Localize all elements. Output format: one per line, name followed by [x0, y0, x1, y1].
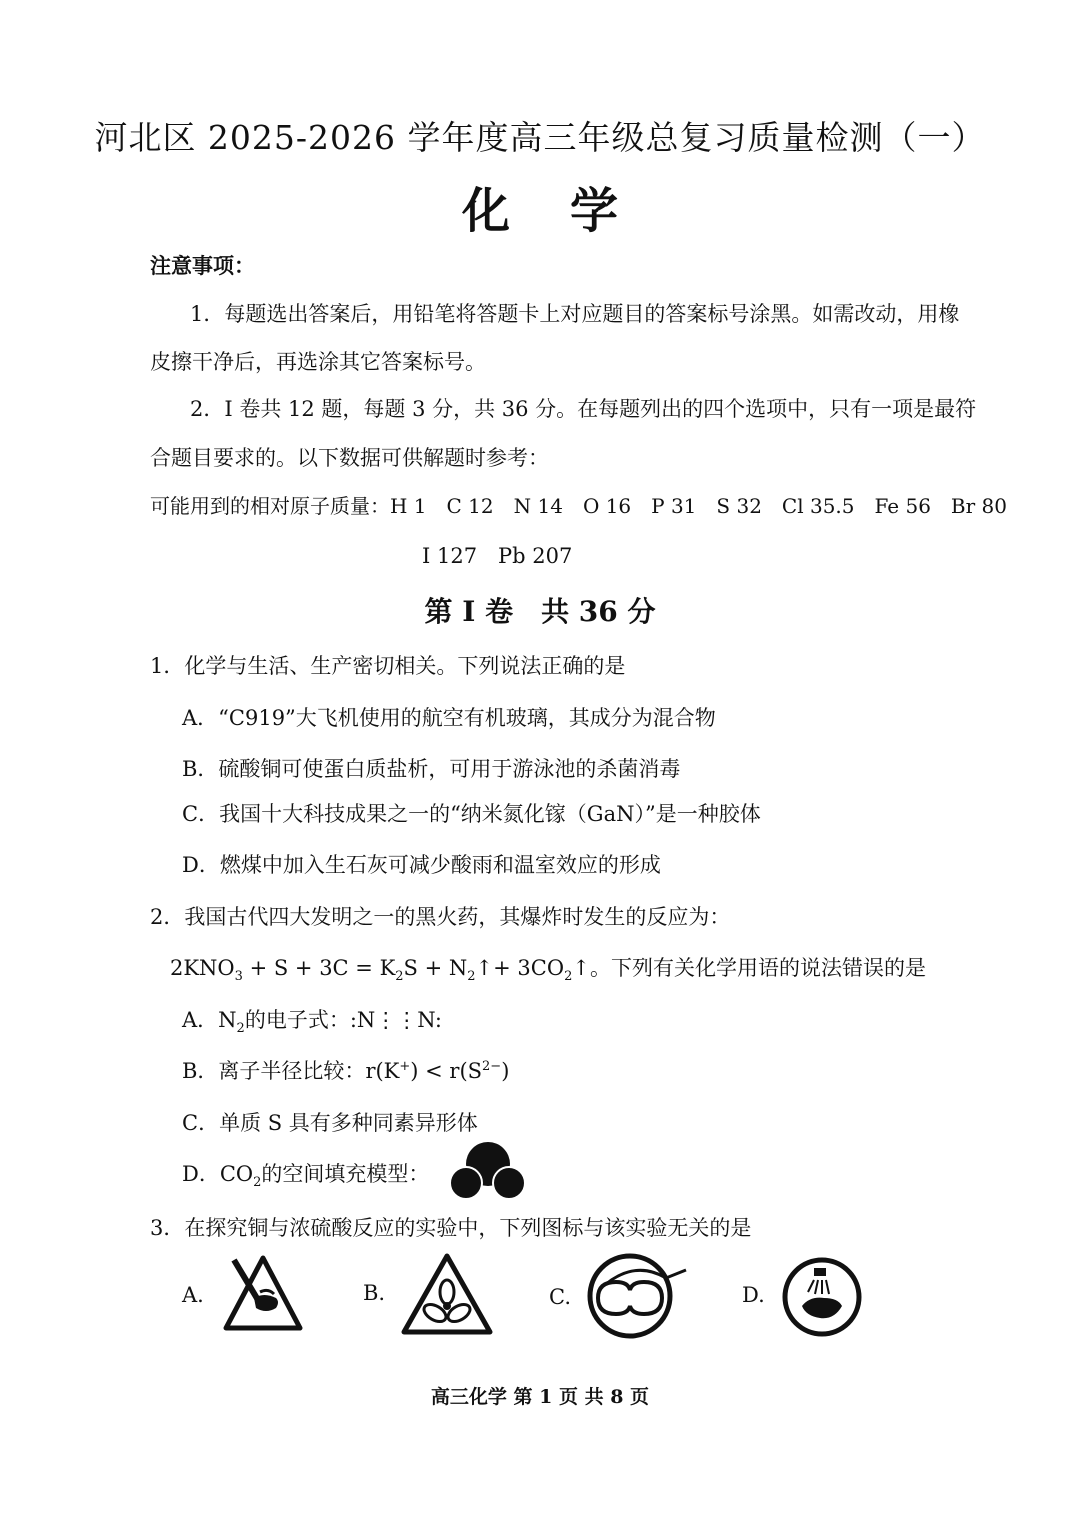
- ventilation-fan-icon: [398, 1250, 496, 1338]
- sharp-object-warning-icon: [220, 1252, 306, 1336]
- notice-item1-line2: 皮擦干净后，再选涂其它答案标号。: [150, 350, 486, 374]
- co2-space-filling-model-icon: [448, 1138, 528, 1204]
- ionic-radius-comparison: $r(K^+) < r(S^{2-})$: [365, 1059, 510, 1083]
- question-1-option-d: D．燃煤中加入生石灰可减少酸雨和温室效应的形成: [182, 853, 661, 877]
- question-1-stem: 1．化学与生活、生产密切相关。下列说法正确的是: [150, 654, 626, 678]
- question-2-option-a: A．$N_2$的电子式：:N⋮⋮N:: [182, 1008, 442, 1037]
- question-2-equation-line: [170, 952, 926, 984]
- exam-title: 河北区 2025-2026 学年度高三年级总复习质量检测（一）: [94, 118, 986, 157]
- section-title: 第 I 卷 共 36 分: [424, 595, 656, 628]
- notice-heading: 注意事项：: [150, 253, 255, 278]
- question-2-stem-tail: 。下列有关化学用语的说法错误的是: [589, 956, 926, 980]
- icon-b-label: B.: [363, 1281, 386, 1305]
- notice-item1-line1: 1．每题选出答案后，用铅笔将答题卡上对应题目的答案标号涂黑。如需改动，用橡: [190, 302, 960, 326]
- question-2-option-c: C．单质 S 具有多种同素异形体: [182, 1111, 478, 1135]
- atomic-masses-line2: I 127 Pb 207: [422, 544, 573, 568]
- hand-washing-icon: [780, 1256, 866, 1338]
- icon-d-label: D.: [742, 1283, 765, 1307]
- safety-goggles-icon: [584, 1252, 690, 1340]
- atomic-masses-line1: 可能用到的相对原子质量：H 1 C 12 N 14 O 16 P 31 S 32 Cl 35.5 Fe 56 Br 80: [150, 494, 1007, 518]
- question-1-option-c: C．我国十大科技成果之一的“纳米氮化镓（GaN）”是一种胶体: [182, 802, 761, 826]
- question-1-option-b: B．硫酸铜可使蛋白质盐析，可用于游泳池的杀菌消毒: [182, 757, 681, 781]
- notice-item2-line1: 2．I 卷共 12 题，每题 3 分，共 36 分。在每题列出的四个选项中，只有一项是最符: [190, 397, 977, 421]
- icon-c-label: C.: [549, 1285, 571, 1309]
- question-2-stem: 2．我国古代四大发明之一的黑火药，其爆炸时发生的反应为：: [150, 905, 731, 929]
- reaction-equation: $2KNO_3 + S + 3C = K_2S$ + $N_2↑+$ $3CO_2↑$: [170, 956, 590, 985]
- page-footer: 高三化学 第 1 页 共 8 页: [430, 1386, 650, 1408]
- notice-item2-line2: 合题目要求的。以下数据可供解题时参考：: [150, 446, 549, 470]
- n2-electron-formula: :N⋮⋮N:: [349, 1008, 442, 1032]
- question-3-stem: 3．在探究铜与浓硫酸反应的实验中，下列图标与该实验无关的是: [150, 1216, 752, 1240]
- icon-a-label: A.: [182, 1283, 204, 1307]
- question-1-option-a: A．“C919”大飞机使用的航空有机玻璃，其成分为混合物: [182, 706, 716, 730]
- question-2-option-b: B．离子半径比较：$r(K^+) < r(S^{2-})$: [182, 1059, 510, 1083]
- question-2-option-d: D．$CO_2$的空间填充模型：: [182, 1162, 430, 1191]
- subject-title: 化学: [461, 183, 678, 239]
